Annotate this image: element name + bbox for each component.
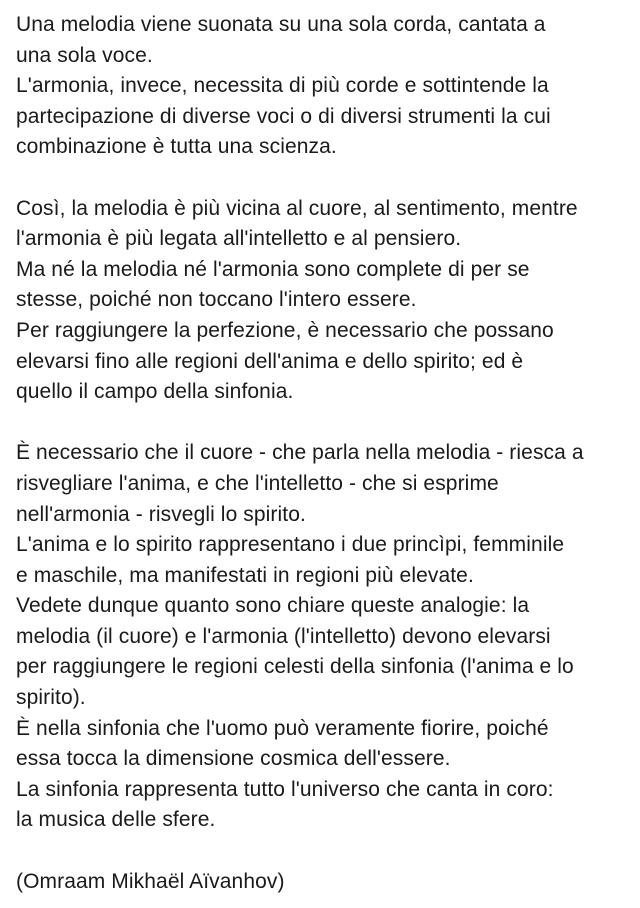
text-line: L'armonia, invece, necessita di più corde e sottintende la bbox=[16, 74, 549, 98]
text-line: elevarsi fino alle regioni dell'anima e dello spirito; ed è bbox=[16, 349, 524, 373]
text-line: partecipazione di diverse voci o di diversi strumenti la cui bbox=[16, 104, 551, 128]
text-line: stesse, poiché non toccano l'intero essere. bbox=[16, 288, 417, 312]
quote-document bbox=[16, 10, 636, 897]
text-line: combinazione è tutta una scienza. bbox=[16, 135, 337, 159]
text-line: Vedete dunque quanto sono chiare queste analogie: la bbox=[16, 594, 530, 618]
text-line: la musica delle sfere. bbox=[16, 808, 216, 832]
text-line: Così, la melodia è più vicina al cuore, al sentimento, mentre bbox=[16, 196, 578, 220]
text-line: essa tocca la dimensione cosmica dell'essere. bbox=[16, 747, 451, 771]
text-line: spirito). bbox=[16, 686, 86, 710]
paragraph-2 bbox=[16, 194, 636, 408]
text-line: L'anima e lo spirito rappresentano i due princìpi, femminile bbox=[16, 533, 565, 557]
text-line: melodia (il cuore) e l'armonia (l'intelletto) devono elevarsi bbox=[16, 624, 551, 648]
text-line: per raggiungere le regioni celesti della sinfonia (l'anima e lo bbox=[16, 655, 574, 679]
paragraph-gap bbox=[16, 408, 636, 439]
text-line: nell'armonia - risvegli lo spirito. bbox=[16, 502, 306, 526]
text-line: e maschile, ma manifestati in regioni più elevate. bbox=[16, 563, 474, 587]
text-line: È necessario che il cuore - che parla nella melodia - riesca a bbox=[16, 441, 584, 465]
text-line: risvegliare l'anima, e che l'intelletto - che si esprime bbox=[16, 471, 499, 495]
paragraph-gap bbox=[16, 163, 636, 194]
text-line: Per raggiungere la perfezione, è necessario che possano bbox=[16, 318, 554, 342]
text-line: una sola voce. bbox=[16, 43, 153, 67]
paragraph-gap bbox=[16, 836, 636, 867]
text-line: È nella sinfonia che l'uomo può veramente fiorire, poiché bbox=[16, 716, 549, 740]
text-line: Una melodia viene suonata su una sola corda, cantata a bbox=[16, 13, 546, 36]
text-line: l'armonia è più legata all'intelletto e al pensiero. bbox=[16, 227, 462, 251]
text-line: quello il campo della sinfonia. bbox=[16, 380, 294, 404]
attribution: (Omraam Mikhaël Aïvanhov) bbox=[16, 869, 285, 893]
paragraph-3 bbox=[16, 438, 636, 836]
paragraph-1 bbox=[16, 10, 636, 163]
text-line: Ma né la melodia né l'armonia sono complete di per se bbox=[16, 257, 530, 281]
text-line: La sinfonia rappresenta tutto l'universo che canta in coro: bbox=[16, 777, 554, 801]
